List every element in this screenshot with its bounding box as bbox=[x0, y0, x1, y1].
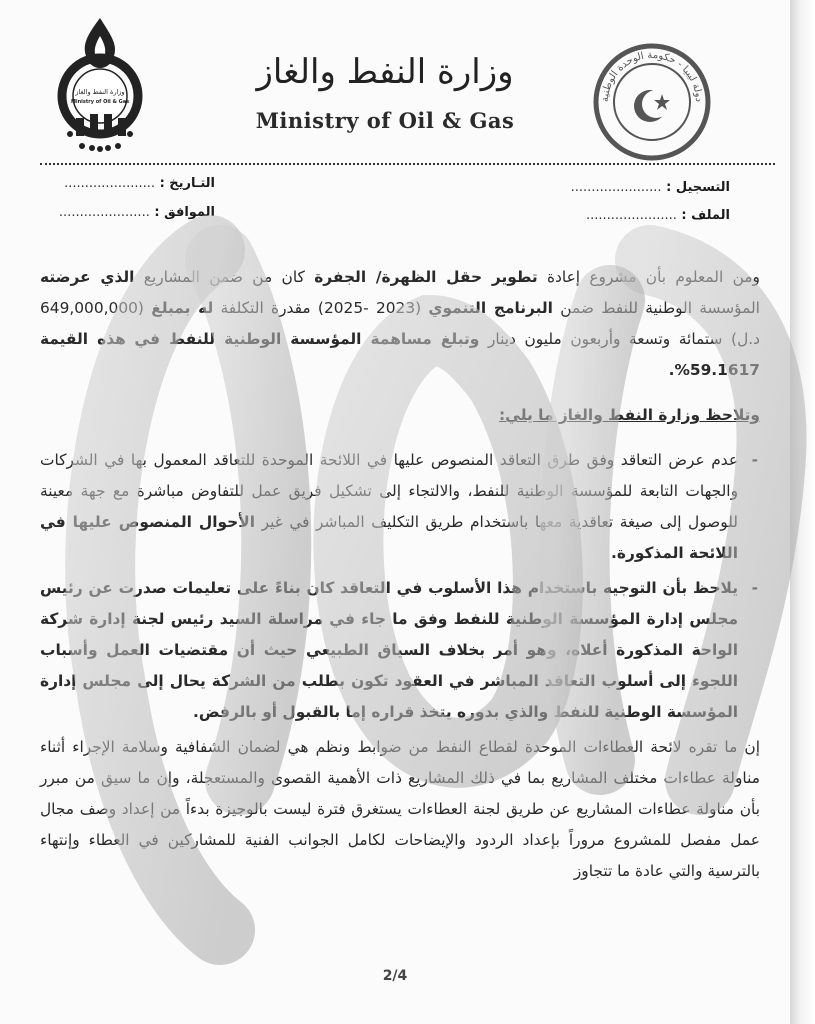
page-edge-shadow bbox=[790, 0, 815, 1024]
seal-text: دولة ليبيا - حكومة الوحدة الوطنية bbox=[599, 49, 705, 103]
tenders-paragraph: إن ما تقره لائحة العطاءات الموحدة لقطاع النفط من ضوابط ونظم هي لضمان الشفافية وسلامة الإجراء أثناء مناولة عطاءات مختلف المشاريع بما في ذلك المشاريع ذات الأهمية القصوى والمستعجلة، وإن ما سيق من مبرر بأن مناولة عطاءات المشاريع عن طريق لجنة العطاءات يستغرق فترة ليست بالوجيزة بدءاً من إعداد وصف مجال عمل مفصل للمشروع مروراً بإعداد الردود والإيضاحات لكامل الجوانب الفنية للمشاركين في العطاء وإنتهاء بالترسية والتي عادة ما تتجاوز bbox=[40, 738, 760, 880]
logo-left-text-ar: وزارة النفط والغاز bbox=[75, 88, 125, 96]
observation-item-1: - عدم عرض التعاقد وفق طرق التعاقد المنصوص عليها في اللائحة الموحدة للتعاقد المعمول بها في الشركات والجهات التابعة للمؤسسة الوطنية للنفط، والالتجاء إلى تشكيل فريق عمل للتفاوض مباشرة مع جهة معينة للوصول إلى صيغة تعاقدية معها باستخدام طريق التكليف المباشر في غير الأحوال المنصوص عليها في اللائحة المذكورة. bbox=[40, 445, 760, 569]
observations-heading: وتلاحظ وزارة النفط والغاز ما يلي: bbox=[499, 406, 760, 424]
date-dots: ...................... bbox=[64, 176, 156, 191]
ministry-title-english: Ministry of Oil & Gas bbox=[255, 108, 515, 133]
page-number: 2/4 bbox=[382, 968, 408, 984]
date-field bbox=[64, 176, 215, 191]
registration-dots: ...................... bbox=[570, 180, 662, 195]
registration-label: التسجيل : bbox=[666, 180, 730, 195]
header-divider bbox=[40, 163, 775, 165]
corresponding-field bbox=[59, 205, 215, 220]
observation-item-2: - يلاحظ بأن التوجيه باستخدام هذا الأسلوب في التعاقد كان بناءً على تعليمات صدرت عن رئيس مجلس إدارة المؤسسة الوطنية للنفط وفق ما جاء في مراسلة السيد رئيس لجنة إدارة شركة الواحة المذكورة أعلاه، وهو أمر بخلاف السياق الطبيعي حيث أن مقتضيات العمل وأسباب اللجوء إلى أسلوب التعاقد المباشر في العقود تكون بطلب من الشركة يحال إلى مجلس إدارة المؤسسة الوطنية للنفط والذي بدوره يتخذ قراره إما بالقبول أو بالرفض. bbox=[40, 573, 760, 728]
corresponding-dots: ...................... bbox=[58, 205, 150, 220]
letter-body bbox=[40, 262, 760, 895]
logo-left-text-en: Ministry of Oil & Gas bbox=[70, 99, 130, 105]
ministry-logo-left bbox=[48, 14, 152, 154]
intro-paragraph: ومن المعلوم بأن مشروع إعادة تطوير حقل الظهرة/ الجفرة كان من ضمن المشاريع الذي عرضته المؤسسة الوطنية للنفط ضمن البرنامج التنموي (2023 -2025) مقدرة التكلفة له بمبلغ (649,000,000 د.ل) ستمائة وتسعة وأربعون مليون دينار وتبلغ مساهمة المؤسسة الوطنية للنفط في هذه القيمة 59.1617%. bbox=[40, 268, 760, 379]
file-field bbox=[586, 208, 730, 223]
ministry-title-arabic: وزارة النفط والغاز bbox=[256, 52, 514, 92]
file-dots: ...................... bbox=[585, 208, 677, 223]
date-label: التـاريخ : bbox=[159, 176, 215, 191]
file-label: الملف : bbox=[681, 208, 730, 223]
registration-field bbox=[571, 180, 730, 195]
corresponding-label: الموافق : bbox=[154, 205, 215, 220]
libya-state-seal bbox=[590, 40, 714, 164]
